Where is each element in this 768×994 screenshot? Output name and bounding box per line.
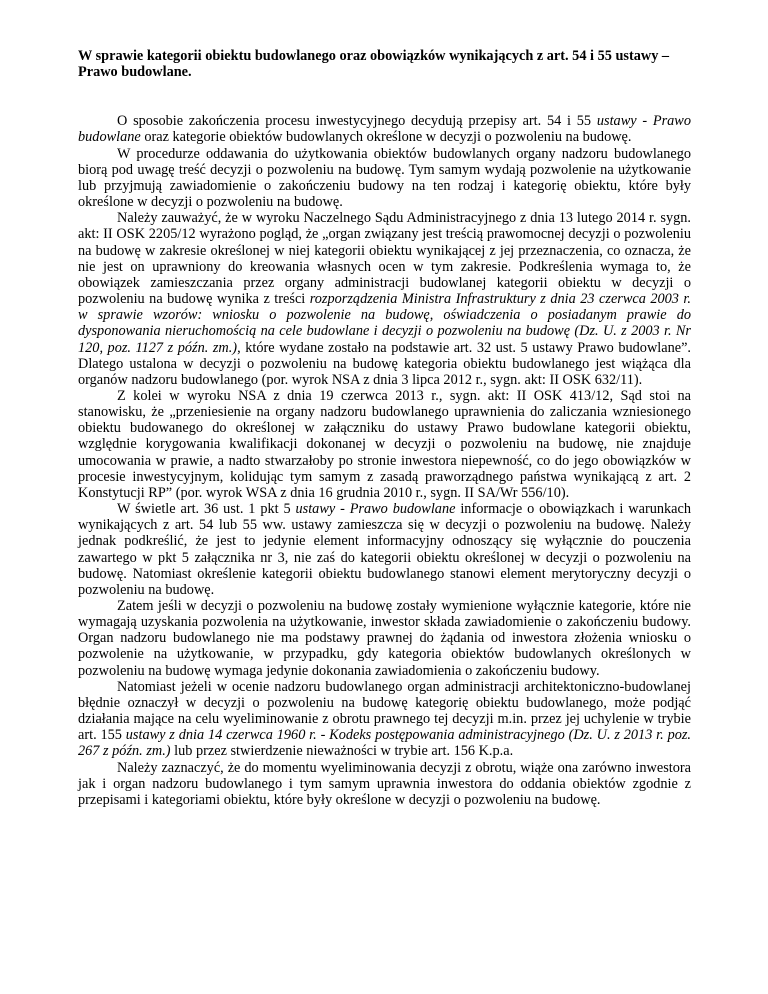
- paragraph-text: Z kolei w wyroku NSA z dnia 19 czerwca 2013 r., sygn. akt: II OSK 413/12, Sąd stoi na stanowisku, że „przeniesienie na organy nadzoru budowlanego uprawnienia do zaliczania wzniesionego obiektu budowanego do określonej w załączniku do ustawy Prawo budowlane kategorii obiektu, względnie korygowania kwalifikacji dokonanej w decyzji o pozwoleniu na budowę, nie znajduje umocowania w prawie, a nadto stwarzałoby po stronie inwestora niepewność, co do jego obowiązków w procesie inwestycyjnym, kolidując tym samym z zasadą praworządnego państwa wynikającą z art. 2 Konstytucji RP” (por. wyrok WSA z dnia 16 grudnia 2010 r., sygn. II SA/Wr 556/10).: [78, 387, 691, 501]
- paragraph-text: Zatem jeśli w decyzji o pozwoleniu na budowę zostały wymienione wyłącznie kategorie, które nie wymagają uzyskania pozwolenia na użytkowanie, inwestor składa zawiadomienie o zakończeniu budowy. Organ nadzoru budowlanego nie ma podstawy prawnej do żądania od inwestora złożenia wniosku o pozwolenie na użytkowanie, w przypadku, gdy kategoria obiektów budowlanych określonych w pozwoleniu na budowę wymaga jedynie dokonania zawiadomienia o zakończeniu budowy.: [78, 598, 691, 679]
- paragraph-text: , które wydane zostało na podstawie art. 32 ust. 5 ustawy Prawo budowlane”. Dlatego ustalona w decyzji o pozwoleniu na budowę kategoria obiektu budowlanego jest wiążąca dla organów nadzoru budowlanego (por. wyrok NSA z dnia 3 lipca 2012 r., sygn. akt: II OSK 632/11).: [78, 339, 691, 388]
- paragraph: [78, 679, 691, 760]
- paragraph-text: W procedurze oddawania do użytkowania obiektów budowlanych organy nadzoru budowlanego biorą pod uwagę treść decyzji o pozwoleniu na budowę. Tym samym wydają pozwolenie na użytkowanie lub przyjmują zawiadomienie o zakończeniu budowy na ten rodzaj i kategorię obiektu, które były określone w decyzji o pozwoleniu na budowę.: [78, 145, 691, 211]
- document-title: W sprawie kategorii obiektu budowlanego oraz obowiązków wynikających z art. 54 i 55 ustawy – Prawo budowlane.: [78, 48, 670, 81]
- paragraph-text: oraz kategorie obiektów budowlanych określone w decyzji o pozwoleniu na budowę.: [140, 129, 632, 146]
- italic-citation: ustawy - Prawo budowlane: [295, 501, 456, 518]
- italic-citation: rozporządzenia Ministra Infrastruktury z dnia 23 czerwca 2003 r. w sprawie wzorów: wniosku o pozwolenie na budowę, oświadczenia o posiadanym prawie do dysponowania nieruchomością na cele budowlane i decyzji o pozwoleniu na budowę (Dz. U. z 2003 r. Nr 120, poz. 1127 z późn. zm.): [78, 291, 691, 356]
- paragraph: [78, 210, 691, 388]
- italic-citation: ustawy - Prawo budowlane: [78, 113, 691, 146]
- paragraph-text: O sposobie zakończenia procesu inwestycyjnego decydują przepisy art. 54 i 55: [117, 113, 597, 130]
- paragraph: [78, 501, 691, 598]
- italic-citation: ustawy z dnia 14 czerwca 1960 r. - Kodeks postępowania administracyjnego (Dz. U. z 2013 r. poz. 267 z późn. zm.): [78, 727, 692, 760]
- paragraph-text: informacje o obowiązkach i warunkach wynikających z art. 54 lub 55 ww. ustawy zamieszcza się w decyzji o pozwoleniu na budowę. Należy jednak podkreślić, że jest to jedynie element informacyjny odnoszący się wyłącznie do pouczenia zawartego w pkt 5 załącznika nr 3, nie zaś do kategorii obiektu określonej w decyzji o pozwoleniu na budowę. Natomiast określenie kategorii obiektu budowlanego stanowi element merytoryczny decyzji o pozwoleniu na budowę.: [78, 501, 691, 598]
- paragraph: [78, 113, 691, 145]
- paragraph: [78, 760, 691, 808]
- document-body: [78, 113, 691, 808]
- paragraph: [78, 598, 691, 679]
- paragraph-text: Natomiast jeżeli w ocenie nadzoru budowlanego organ administracji architektoniczno-budowlanej błędnie oznaczył w decyzji o pozwoleniu na budowę kategorię obiektu budowlanego, może podjąć działania mające na celu wyeliminowanie z obrotu prawnego tej decyzji m.in. przez jej uchylenie w trybie art. 155: [78, 678, 691, 744]
- paragraph-text: Należy zaznaczyć, że do momentu wyeliminowania decyzji z obrotu, wiąże ona zarówno inwestora jak i organ nadzoru budowlanego i tym samym uprawnia inwestora do oddania obiektów zgodnie z przepisami i kategoriami obiektu, które były określone w decyzji o pozwoleniu na budowę.: [78, 759, 691, 808]
- paragraph: [78, 388, 691, 501]
- document-page: [78, 48, 691, 808]
- paragraph: [78, 146, 691, 211]
- paragraph-text: W świetle art. 36 ust. 1 pkt 5: [117, 501, 296, 518]
- paragraph-text: Należy zauważyć, że w wyroku Naczelnego Sądu Administracyjnego z dnia 13 lutego 2014 r. sygn. akt: II OSK 2205/12 wyrażono pogląd, że „organ związany jest treścią prawomocnej decyzji o pozwoleniu na budowę w zakresie określonej w niej kategorii obiektu wynikającej z jej przeznaczenia, co oznacza, że nie jest on uprawniony do kreowania własnych ocen w tym zakresie. Podkreślenia wymaga to, że obowiązek zamieszczania przez organy administracji budowlanej kategorii obiektu w decyzji o pozwoleniu na budowę wynika z treści: [78, 210, 691, 308]
- paragraph-text: lub przez stwierdzenie nieważności w trybie art. 156 K.p.a.: [170, 743, 514, 760]
